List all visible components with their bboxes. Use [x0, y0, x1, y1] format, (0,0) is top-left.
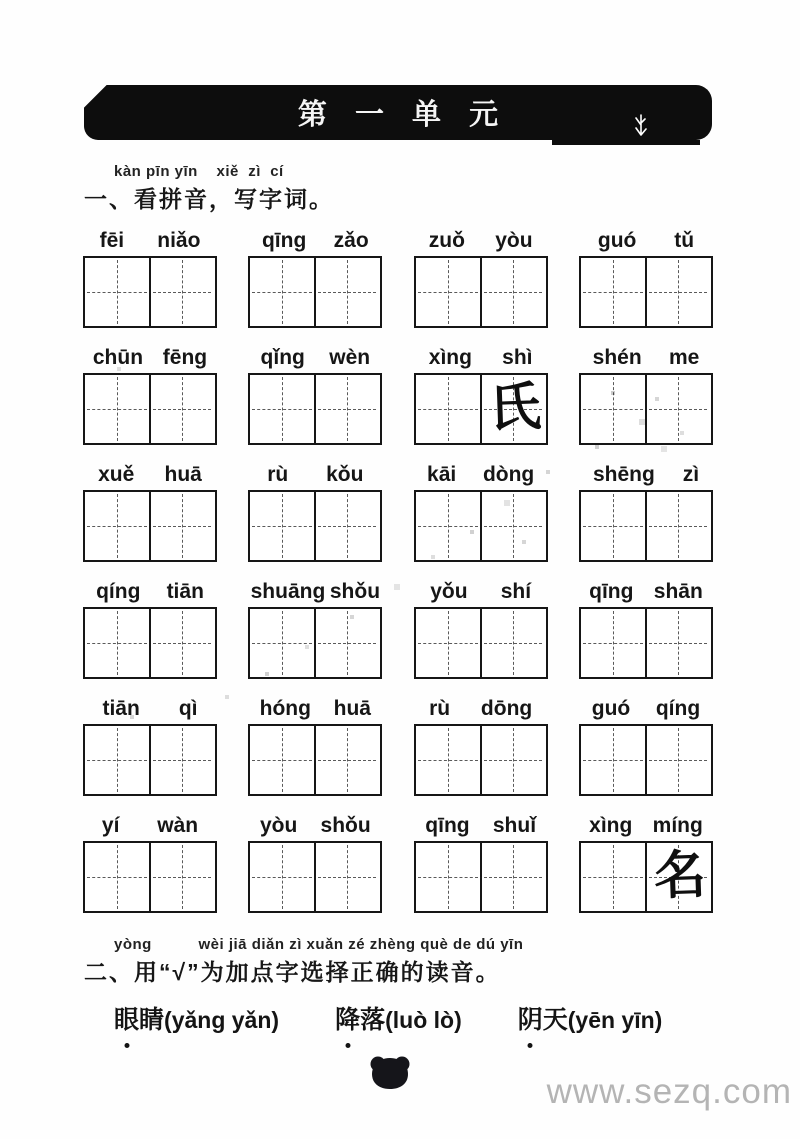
pinyin-syllable: shuāng — [250, 580, 326, 603]
pinyin-syllable: qǐng — [260, 346, 305, 369]
reading-choice-item — [114, 1000, 279, 1036]
writing-box — [83, 490, 217, 562]
hanzi-character: 眼 — [114, 1000, 139, 1036]
pinyin-label — [579, 343, 713, 373]
pinyin-syllable: guó — [591, 697, 631, 720]
unit-banner — [84, 85, 712, 140]
pinyin-options: (luò lò) — [385, 1007, 462, 1033]
writing-cell — [581, 609, 645, 677]
word-entry — [414, 460, 548, 562]
writing-cell — [149, 258, 213, 326]
reading-choice-item — [518, 1000, 663, 1036]
pinyin-syllable: shǒu — [320, 814, 371, 837]
pinyin-syllable: tǔ — [674, 229, 695, 252]
item-hanzi — [335, 1006, 385, 1034]
word-entry — [414, 577, 548, 679]
word-entry — [83, 343, 217, 445]
writing-box — [414, 256, 548, 328]
pinyin-syllable: kǒu — [326, 463, 364, 486]
writing-box — [414, 724, 548, 796]
item-hanzi — [114, 1006, 164, 1034]
pinyin-syllable: tiān — [102, 697, 140, 720]
writing-cell — [250, 843, 314, 911]
writing-box — [248, 607, 382, 679]
word-entry — [579, 460, 713, 562]
pinyin-options: (yǎng yǎn) — [164, 1007, 280, 1033]
hanzi-character: 睛 — [139, 1006, 165, 1034]
writing-box — [248, 256, 382, 328]
pinyin-label — [248, 226, 382, 256]
pinyin-syllable: rù — [429, 697, 451, 720]
word-entry — [579, 226, 713, 328]
pinyin-syllable: shén — [592, 346, 642, 369]
pinyin-syllable: yòu — [259, 814, 298, 837]
writing-box — [414, 607, 548, 679]
writing-cell — [480, 843, 544, 911]
writing-cell — [149, 843, 213, 911]
pinyin-syllable: qíng — [96, 580, 141, 603]
writing-box — [248, 841, 382, 913]
writing-cell — [480, 726, 544, 794]
word-entry — [579, 577, 713, 679]
pinyin-syllable: xìng — [428, 346, 472, 369]
pinyin-syllable: chūn — [92, 346, 144, 369]
writing-box — [414, 841, 548, 913]
writing-box — [579, 724, 713, 796]
pinyin-syllable: xìng — [589, 814, 633, 837]
pinyin-label — [83, 577, 217, 607]
writing-cell — [250, 258, 314, 326]
writing-cell — [149, 375, 213, 443]
item-hanzi — [518, 1006, 568, 1034]
writing-cell — [314, 375, 378, 443]
pinyin-syllable: wèn — [329, 346, 371, 369]
writing-box — [83, 841, 217, 913]
pinyin-syllable: kāi — [427, 463, 457, 486]
writing-cell — [85, 258, 149, 326]
pinyin-label — [579, 226, 713, 256]
word-entry — [248, 577, 382, 679]
pinyin-syllable: xuě — [98, 463, 135, 486]
word-entry — [83, 577, 217, 679]
writing-cell — [480, 258, 544, 326]
pinyin-syllable: hóng — [259, 697, 311, 720]
writing-box — [579, 256, 713, 328]
writing-cell — [85, 609, 149, 677]
pinyin-label — [579, 694, 713, 724]
exercise2-pinyin-hint: yòng wèi jiā diǎn zì xuǎn zé zhèng què de dú yīn — [114, 936, 524, 953]
pinyin-syllable: yòu — [495, 229, 533, 252]
writing-cell — [149, 609, 213, 677]
writing-cell — [416, 843, 480, 911]
bear-logo-icon — [369, 1056, 411, 1090]
word-entry — [248, 694, 382, 796]
pinyin-syllable: fēng — [162, 346, 208, 369]
writing-cell — [85, 492, 149, 560]
pinyin-syllable: dòng — [482, 463, 535, 486]
exercise1-header — [84, 163, 334, 214]
writing-cell — [645, 492, 709, 560]
pinyin-label — [83, 460, 217, 490]
word-entry — [248, 343, 382, 445]
pinyin-syllable: shì — [502, 346, 533, 369]
writing-cell — [645, 375, 709, 443]
writing-cell — [581, 843, 645, 911]
word-entry — [83, 460, 217, 562]
handwritten-character: 名 — [652, 844, 708, 907]
pinyin-label — [414, 460, 548, 490]
writing-cell — [149, 492, 213, 560]
pinyin-label — [414, 811, 548, 841]
writing-cell — [85, 726, 149, 794]
word-row — [83, 577, 713, 679]
word-entry — [414, 226, 548, 328]
word-row — [83, 226, 713, 328]
writing-cell — [645, 258, 709, 326]
pinyin-syllable: huā — [164, 463, 202, 486]
writing-cell — [85, 375, 149, 443]
pinyin-syllable: shuǐ — [492, 814, 537, 837]
writing-cell — [645, 843, 709, 911]
word-entry — [248, 226, 382, 328]
writing-box — [83, 607, 217, 679]
writing-cell — [480, 609, 544, 677]
pinyin-label — [83, 343, 217, 373]
word-entry — [83, 226, 217, 328]
writing-cell — [416, 609, 480, 677]
pinyin-label — [248, 811, 382, 841]
writing-cell — [480, 492, 544, 560]
writing-cell — [250, 492, 314, 560]
word-entry — [579, 694, 713, 796]
pinyin-syllable: míng — [652, 814, 703, 837]
pinyin-label — [248, 343, 382, 373]
pinyin-syllable: yí — [101, 814, 120, 837]
pinyin-syllable: qì — [178, 697, 198, 720]
writing-cell — [250, 375, 314, 443]
pinyin-label — [248, 460, 382, 490]
writing-box — [579, 841, 713, 913]
pinyin-label — [248, 577, 382, 607]
writing-box — [414, 373, 548, 445]
pinyin-syllable: qīng — [425, 814, 470, 837]
writing-box — [248, 724, 382, 796]
writing-box — [579, 373, 713, 445]
pinyin-label — [83, 226, 217, 256]
reading-choice-list — [114, 1000, 662, 1036]
pinyin-syllable: guó — [597, 229, 637, 252]
pinyin-syllable: rù — [267, 463, 289, 486]
word-entry — [83, 811, 217, 913]
writing-cell — [314, 258, 378, 326]
writing-box — [579, 490, 713, 562]
word-entry — [248, 460, 382, 562]
exercise2-title: 二、用“√”为加点字选择正确的读音。 — [84, 959, 501, 985]
pinyin-syllable: dōng — [480, 697, 533, 720]
pinyin-label — [248, 694, 382, 724]
writing-box — [414, 490, 548, 562]
word-entry — [579, 343, 713, 445]
pinyin-syllable: me — [668, 346, 700, 369]
writing-box — [248, 373, 382, 445]
pinyin-label — [579, 811, 713, 841]
writing-cell — [250, 609, 314, 677]
writing-grid — [83, 226, 713, 928]
hanzi-character: 落 — [360, 1006, 386, 1034]
pinyin-label — [414, 694, 548, 724]
writing-cell — [416, 492, 480, 560]
pinyin-syllable: shān — [653, 580, 703, 603]
pinyin-syllable: huā — [333, 697, 371, 720]
pinyin-syllable: zì — [682, 463, 700, 486]
word-entry — [414, 343, 548, 445]
word-entry — [414, 694, 548, 796]
writing-box — [83, 724, 217, 796]
writing-cell — [416, 375, 480, 443]
pinyin-label — [83, 694, 217, 724]
pinyin-syllable: zuǒ — [428, 229, 465, 252]
writing-cell — [581, 492, 645, 560]
word-entry — [83, 694, 217, 796]
word-row — [83, 811, 713, 913]
word-entry — [414, 811, 548, 913]
pinyin-syllable: qīng — [261, 229, 307, 252]
pinyin-label — [414, 343, 548, 373]
pinyin-label — [579, 460, 713, 490]
pinyin-syllable: qīng — [589, 580, 634, 603]
hanzi-character: 降 — [335, 1000, 360, 1036]
writing-cell — [480, 375, 544, 443]
pinyin-label — [414, 577, 548, 607]
writing-cell — [250, 726, 314, 794]
pinyin-label — [83, 811, 217, 841]
pinyin-syllable: shēng — [592, 463, 655, 486]
writing-cell — [416, 258, 480, 326]
site-watermark: www.sezq.com — [546, 1072, 792, 1111]
writing-cell — [314, 609, 378, 677]
pinyin-syllable: shǒu — [329, 580, 381, 603]
exercise1-pinyin-hint: kàn pīn yīn xiě zì cí — [114, 163, 284, 180]
writing-box — [83, 373, 217, 445]
pinyin-syllable: shí — [500, 580, 532, 603]
writing-cell — [314, 492, 378, 560]
word-row — [83, 343, 713, 445]
reading-choice-item — [335, 1000, 462, 1036]
exercise2-header — [84, 936, 523, 987]
pinyin-syllable: niǎo — [157, 229, 201, 252]
pinyin-syllable: fēi — [99, 229, 125, 252]
sprout-arrow-icon — [632, 113, 650, 139]
pinyin-syllable: wàn — [157, 814, 199, 837]
writing-box — [248, 490, 382, 562]
writing-cell — [314, 843, 378, 911]
handwritten-character: 氏 — [487, 376, 542, 439]
hanzi-character: 阴 — [518, 1000, 543, 1036]
pinyin-label — [414, 226, 548, 256]
pinyin-options: (yēn yīn) — [567, 1007, 663, 1033]
writing-cell — [581, 726, 645, 794]
pinyin-syllable: zǎo — [333, 229, 369, 252]
word-row — [83, 694, 713, 796]
word-entry — [579, 811, 713, 913]
writing-cell — [149, 726, 213, 794]
writing-cell — [314, 726, 378, 794]
word-entry — [248, 811, 382, 913]
pinyin-label — [579, 577, 713, 607]
scan-noise — [0, 0, 2, 2]
writing-cell — [85, 843, 149, 911]
pinyin-syllable: qíng — [655, 697, 701, 720]
writing-cell — [416, 726, 480, 794]
writing-box — [83, 256, 217, 328]
writing-cell — [581, 375, 645, 443]
pinyin-syllable: tiān — [166, 580, 204, 603]
writing-box — [579, 607, 713, 679]
exercise1-title: 一、看拼音，写字词。 — [84, 186, 334, 212]
writing-cell — [645, 609, 709, 677]
writing-cell — [645, 726, 709, 794]
writing-cell — [581, 258, 645, 326]
unit-title: 第 一 单 元 — [297, 99, 509, 131]
word-row — [83, 460, 713, 562]
pinyin-syllable: yǒu — [430, 580, 468, 603]
hanzi-character: 天 — [542, 1006, 568, 1034]
